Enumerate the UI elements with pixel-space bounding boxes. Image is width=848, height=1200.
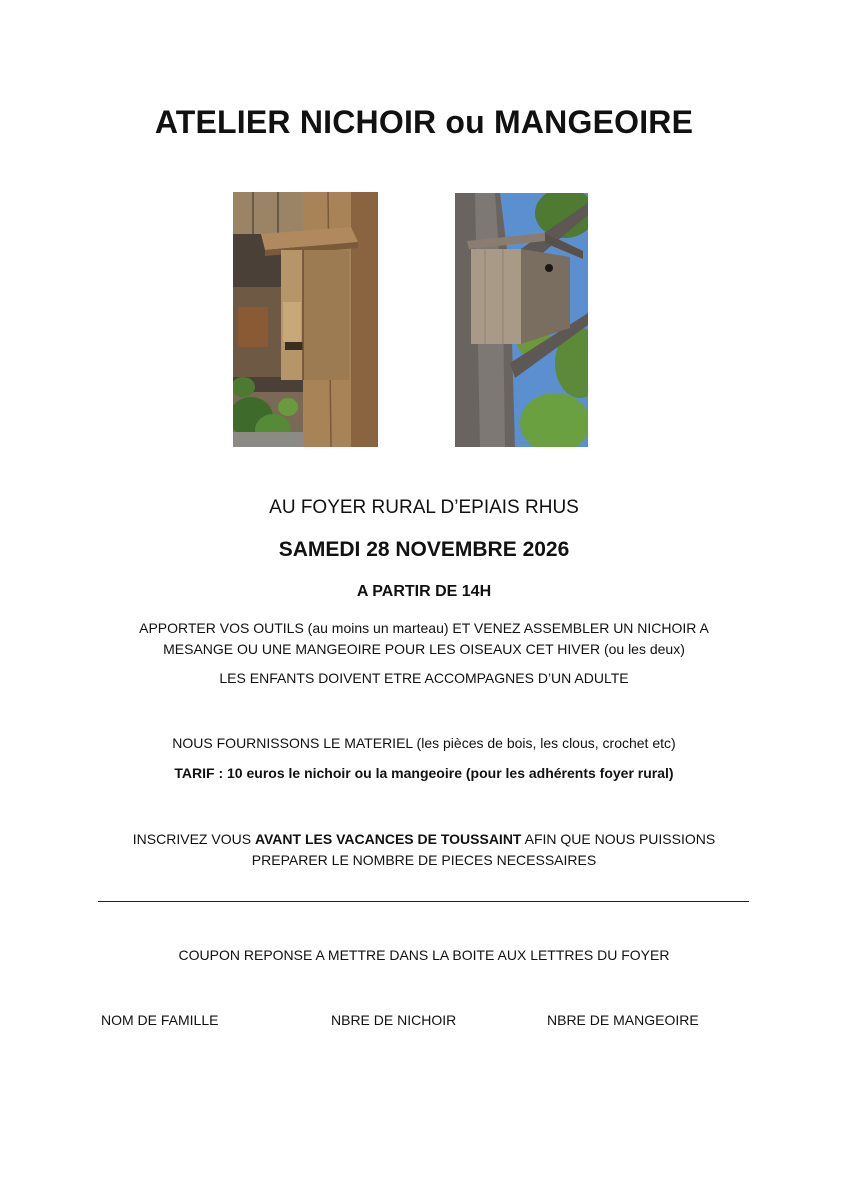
bring-tools-line-1: APPORTER VOS OUTILS (au moins un marteau) ET VENEZ ASSEMBLER UN NICHOIR A [139, 620, 709, 636]
price-text: TARIF : 10 euros le nichoir ou la mangeoire (pour les adhérents foyer rural) [174, 765, 674, 781]
materials-text: NOUS FOURNISSONS LE MATERIEL (les pièces de bois, les clous, crochet etc) [172, 735, 676, 751]
nichoir-photo [233, 192, 378, 447]
registration-text [0, 829, 848, 871]
coupon-heading: COUPON REPONSE A METTRE DANS LA BOITE AUX LETTRES DU FOYER [178, 947, 670, 963]
bring-tools-text [0, 618, 848, 660]
registration-line-1 [0, 829, 848, 850]
mangeoire-count-field-label: NBRE DE MANGEOIRE [547, 1012, 699, 1028]
registration-suffix: AFIN QUE NOUS PUISSIONS [521, 831, 716, 847]
family-name-field-label: NOM DE FAMILLE [101, 1012, 219, 1028]
venue-text: AU FOYER RURAL D’EPIAIS RHUS [269, 497, 579, 518]
bring-tools-line-2: MESANGE OU UNE MANGEOIRE POUR LES OISEAUX CET HIVER (ou les deux) [163, 641, 685, 657]
cut-line-divider [98, 901, 749, 902]
event-date: SAMEDI 28 NOVEMBRE 2026 [278, 538, 570, 561]
mangeoire-photo [455, 193, 588, 447]
nichoir-count-field-label: NBRE DE NICHOIR [331, 1012, 457, 1028]
registration-line-2: PREPARER LE NOMBRE DE PIECES NECESSAIRES [251, 852, 597, 868]
registration-deadline: AVANT LES VACANCES DE TOUSSAINT [254, 831, 522, 847]
event-time: A PARTIR DE 14H [356, 583, 492, 600]
children-notice: LES ENFANTS DOIVENT ETRE ACCOMPAGNES D’UN ADULTE [219, 670, 629, 686]
page-title: ATELIER NICHOIR ou MANGEOIRE [154, 104, 694, 140]
registration-prefix: INSCRIVEZ VOUS [132, 831, 255, 847]
